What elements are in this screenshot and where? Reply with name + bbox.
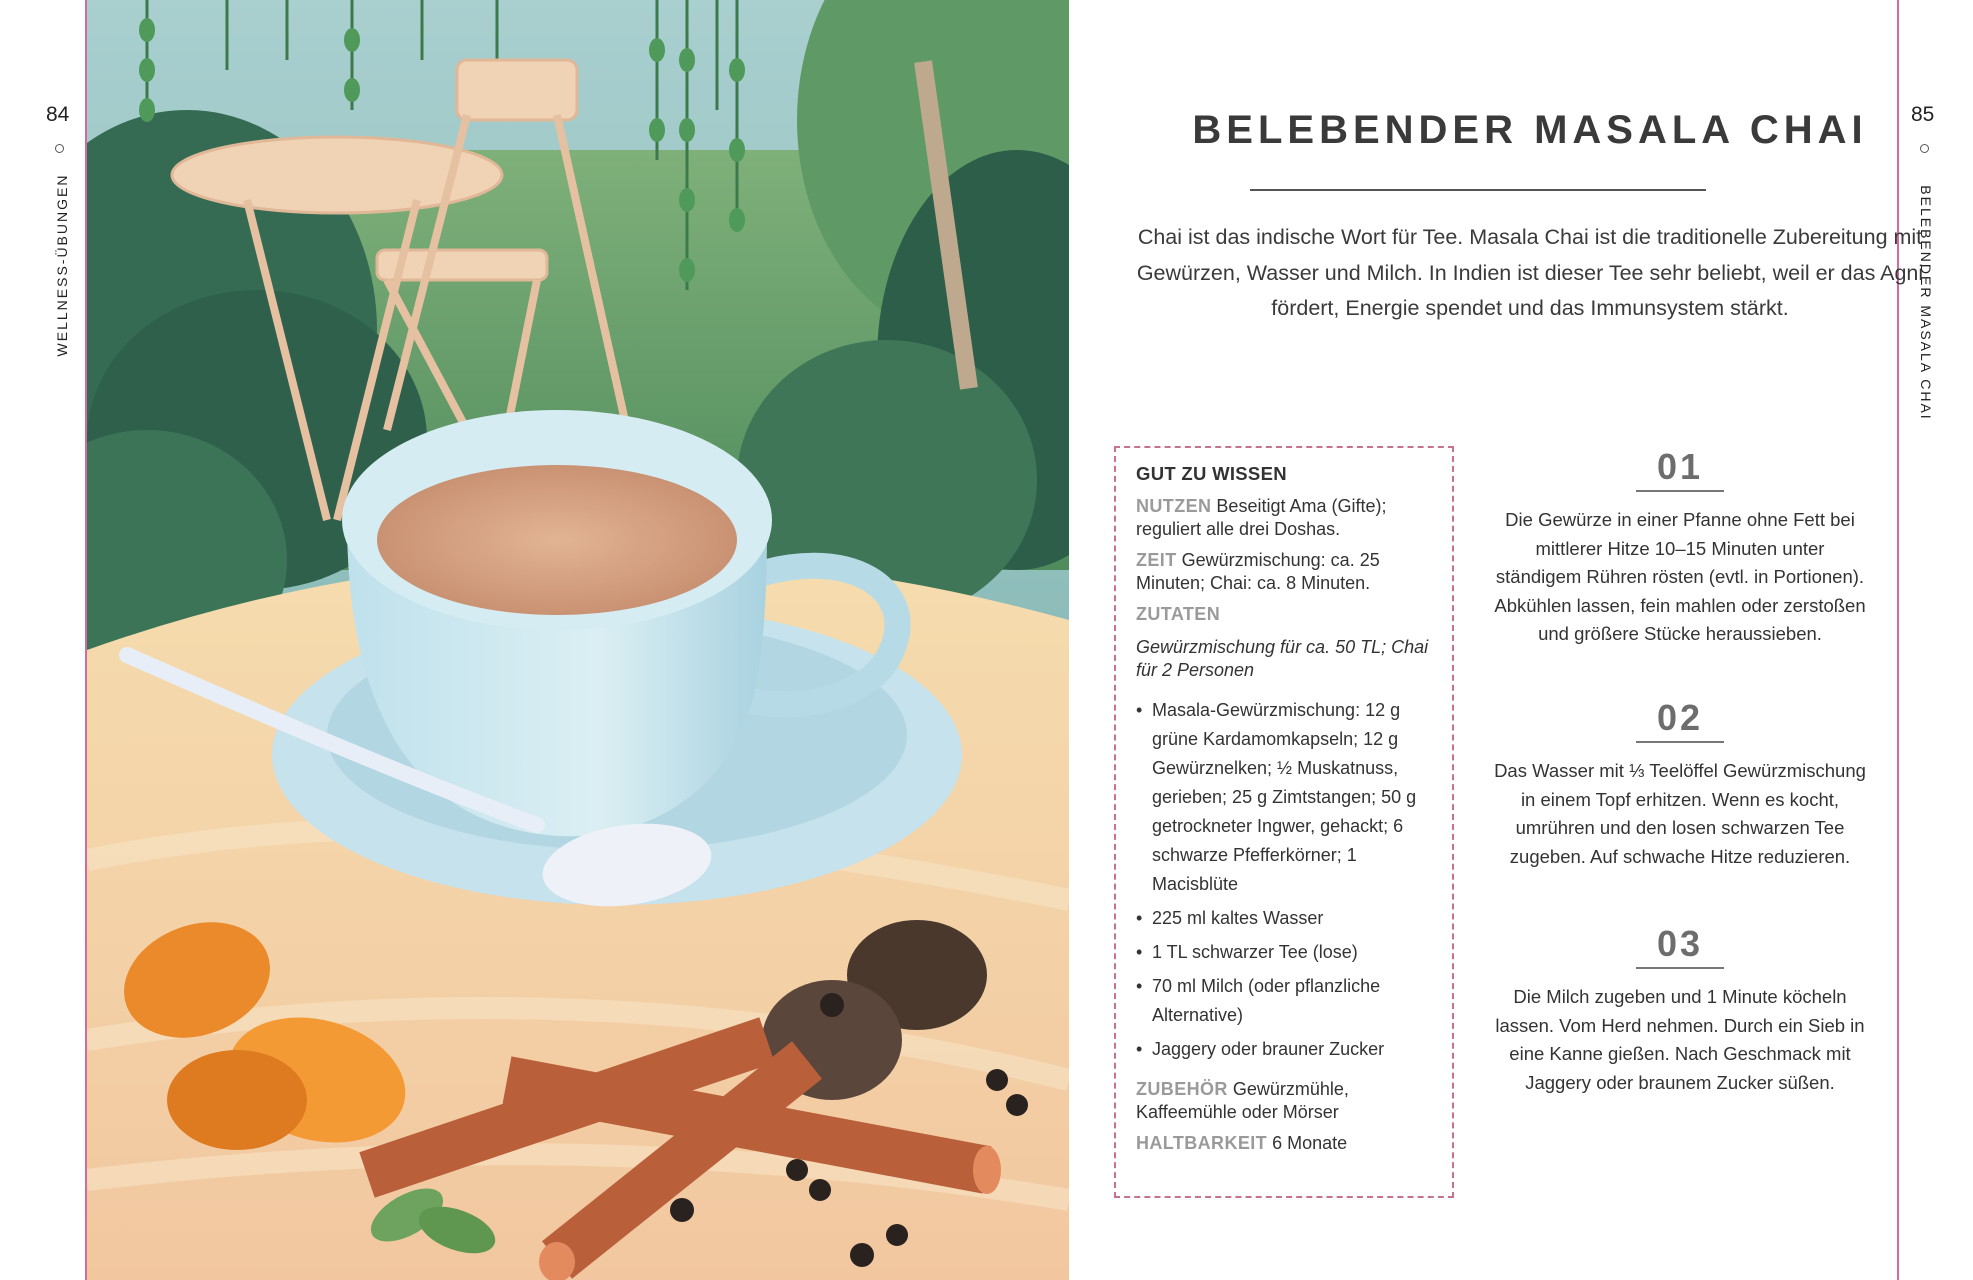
step-number: 01 bbox=[1656, 446, 1704, 487]
nutzen-text: Beseitigt Ama (Gifte); reguliert alle drei Doshas. bbox=[1136, 496, 1387, 539]
info-box bbox=[1114, 446, 1454, 1198]
intro-paragraph: Chai ist das indische Wort für Tee. Masala Chai ist die traditionelle Zubereitung mit Gewürzen, Wasser und Milch. In Indien ist dieser Tee sehr beliebt, weil er das Agni fördert, Energie spendet und das Immunsystem stärkt. bbox=[1136, 225, 1924, 320]
step-2 bbox=[1470, 697, 1890, 871]
zubehoer-entry bbox=[1136, 1078, 1434, 1124]
running-head-dot-icon bbox=[55, 144, 64, 153]
haltbarkeit-label: HALTBARKEIT bbox=[1136, 1133, 1268, 1153]
zeit-entry bbox=[1136, 549, 1434, 595]
list-item: • 70 ml Milch (oder pflanzliche Alternative) bbox=[1136, 972, 1434, 1030]
running-head-right: BELEBENDER MASALA CHAI bbox=[1918, 185, 1934, 421]
ingredient-list bbox=[1136, 696, 1434, 1064]
step-text: Die Milch zugeben und 1 Minute köcheln lassen. Vom Herd nehmen. Durch ein Sieb in eine Kanne gießen. Nach Geschmack mit Jaggery oder braunem Zucker süßen. bbox=[1495, 986, 1865, 1093]
masala-chai-illustration bbox=[87, 0, 1069, 1280]
list-item: • Masala-Gewürzmischung: 12 g grüne Kardamomkapseln; 12 g Gewürznelken; ½ Muskatnuss, gerieben; 25 g Zimtstangen; 50 g getrockneter Ingwer, gehackt; 6 schwarze Pfefferkörner; 1 Macisblüte bbox=[1136, 696, 1434, 899]
zutaten-note: Gewürzmischung für ca. 50 TL; Chai für 2 Personen bbox=[1136, 637, 1429, 680]
nutzen-entry bbox=[1136, 495, 1434, 541]
step-number: 02 bbox=[1656, 697, 1704, 738]
step-text: Das Wasser mit ⅓ Teelöffel Gewürzmischung in einem Topf erhitzen. Wenn es kocht, umrühren und den losen schwarzen Tee zugeben. Auf schwache Hitze reduzieren. bbox=[1494, 760, 1866, 867]
zeit-text: Gewürzmischung: ca. 25 Minuten; Chai: ca. 8 Minuten. bbox=[1136, 550, 1380, 593]
step-divider bbox=[1636, 967, 1724, 969]
nutzen-label: NUTZEN bbox=[1136, 496, 1212, 516]
page-number-left: 84 bbox=[46, 103, 70, 126]
haltbarkeit-text: 6 Monate bbox=[1272, 1133, 1348, 1153]
zubehoer-label: ZUBEHÖR bbox=[1136, 1079, 1228, 1099]
step-3 bbox=[1470, 923, 1890, 1097]
page-number-right: 85 bbox=[1911, 103, 1935, 126]
list-item: • 225 ml kaltes Wasser bbox=[1136, 904, 1434, 933]
step-1 bbox=[1470, 446, 1890, 649]
title-divider bbox=[1250, 189, 1706, 191]
step-number: 03 bbox=[1656, 923, 1704, 964]
zubehoer-text: Gewürzmühle, Kaffeemühle oder Mörser bbox=[1136, 1079, 1349, 1122]
list-item: • 1 TL schwarzer Tee (lose) bbox=[1136, 938, 1434, 967]
step-divider bbox=[1636, 741, 1724, 743]
page-title: BELEBENDER MASALA CHAI bbox=[1192, 108, 1868, 152]
list-item: • Jaggery oder brauner Zucker bbox=[1136, 1035, 1434, 1064]
step-divider bbox=[1636, 490, 1724, 492]
haltbarkeit-entry bbox=[1136, 1132, 1434, 1155]
zeit-label: ZEIT bbox=[1136, 550, 1177, 570]
step-text: Die Gewürze in einer Pfanne ohne Fett bei mittlerer Hitze 10–15 Minuten unter ständigem Rühren rösten (evtl. in Portionen). Abkühlen lassen, fein mahlen oder zerstoßen und größere Stücke heraussieben. bbox=[1494, 509, 1866, 644]
running-head-left: WELLNESS-ÜBUNGEN bbox=[54, 173, 70, 357]
info-box-heading: GUT ZU WISSEN bbox=[1136, 463, 1287, 484]
right-page-edge bbox=[1897, 0, 1899, 1280]
zutaten-label: ZUTATEN bbox=[1136, 604, 1221, 624]
